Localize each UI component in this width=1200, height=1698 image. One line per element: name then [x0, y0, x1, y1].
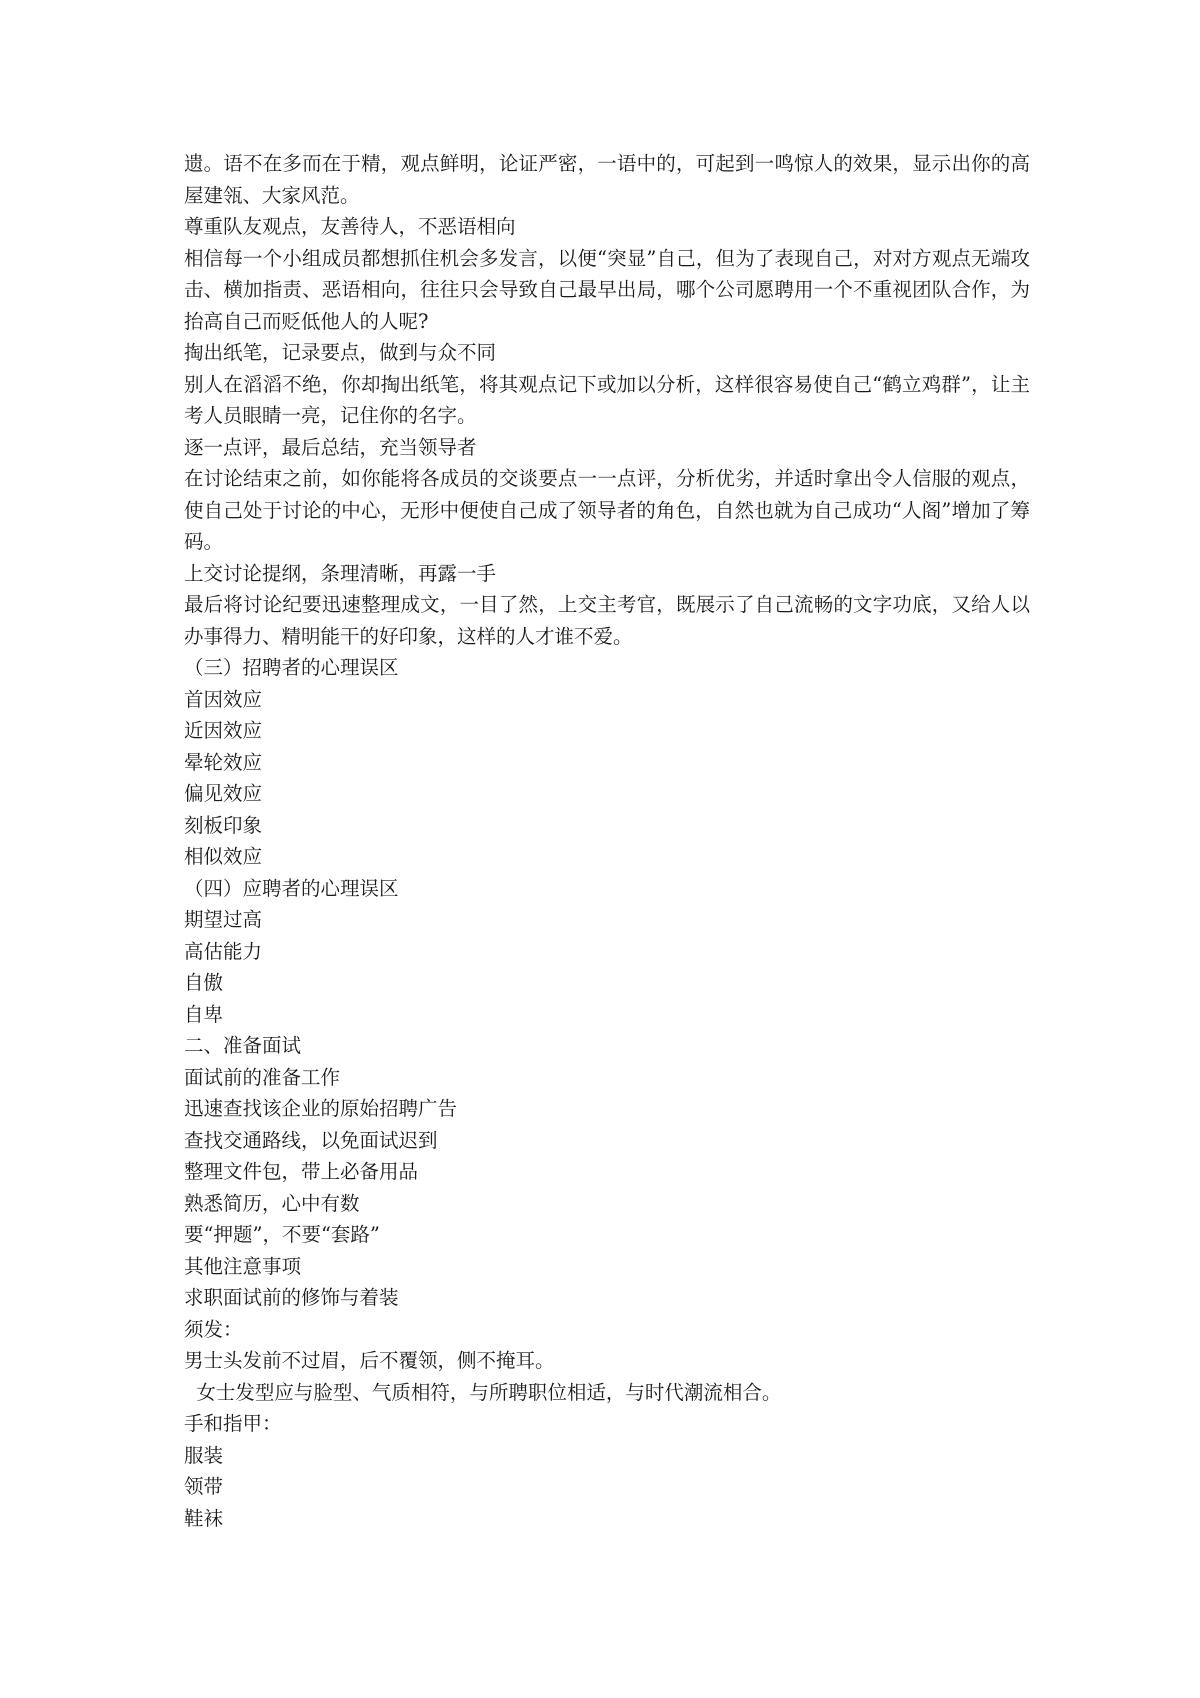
list-item: 服装: [184, 1443, 224, 1467]
list-item: 要“押题”，不要“套路”: [184, 1223, 380, 1246]
list-item: 首因效应: [184, 687, 263, 711]
list-item: 高估能力: [184, 939, 263, 963]
paragraph: 最后将讨论纪要迅速整理成文，一目了然，上交主考官，既展示了自己流畅的文字功底，又给人以办事得力、精明能干的好印象，这样的人才谁不爱。: [184, 593, 1030, 648]
list-item: 迅速查找该企业的原始招聘广告: [184, 1097, 458, 1120]
list-item: 须发：: [184, 1317, 243, 1341]
list-item: 晕轮效应: [184, 750, 263, 774]
list-item: 近因效应: [184, 719, 263, 742]
list-item: 女士发型应与脸型、气质相符，与所聘职位相适，与时代潮流相合。: [184, 1380, 782, 1404]
heading-line: 尊重队友观点，友善待人，不恶语相向: [184, 215, 516, 238]
heading-line: 逐一点评，最后总结，充当领导者: [184, 435, 477, 459]
paragraph: 在讨论结束之前，如你能将各成员的交谈要点一一点评，分析优劣，并适时拿出令人信服的观点，使自己处于讨论的中心，无形中便使自己成了领导者的角色，自然也就为自己成功“人阁”增加了筹码。: [184, 467, 1030, 553]
list-item: 求职面试前的修饰与着装: [184, 1286, 399, 1309]
list-item: 整理文件包，带上必备用品: [184, 1160, 419, 1183]
list-item: 刻板印象: [184, 813, 263, 837]
list-item: 鞋袜: [184, 1506, 224, 1530]
document-body: [184, 148, 1030, 1534]
list-item: 期望过高: [184, 908, 263, 931]
list-item: 偏见效应: [184, 782, 263, 805]
list-item: 面试前的准备工作: [184, 1065, 341, 1089]
heading-line: 上交讨论提纲，条理清晰，再露一手: [184, 561, 497, 585]
section-heading: 二、准备面试: [184, 1034, 302, 1057]
list-item: 自卑: [184, 1002, 224, 1026]
section-heading: （四）应聘者的心理误区: [184, 876, 399, 900]
paragraph: 别人在滔滔不绝，你却掏出纸笔，将其观点记下或加以分析，这样很容易使自己“鹤立鸡群”，让主考人员眼睛一亮，记住你的名字。: [184, 372, 1030, 427]
list-item: 自傲: [184, 971, 224, 994]
list-item: 熟悉简历，心中有数: [184, 1191, 360, 1215]
list-item: 其他注意事项: [184, 1254, 302, 1278]
list-item: 查找交通路线，以免面试迟到: [184, 1128, 438, 1152]
list-item: 男士头发前不过眉，后不覆领，侧不掩耳。: [184, 1349, 555, 1372]
list-item: 手和指甲：: [184, 1412, 282, 1435]
paragraph: 遗。语不在多而在于精，观点鲜明，论证严密，一语中的，可起到一鸣惊人的效果，显示出你的高屋建瓴、大家风范。: [184, 152, 1030, 207]
section-heading: （三）招聘者的心理误区: [184, 656, 399, 679]
paragraph: 相信每一个小组成员都想抓住机会多发言，以便“突显”自己，但为了表现自己，对对方观点无端攻击、横加指责、恶语相向，往往只会导致自己最早出局，哪个公司愿聘用一个不重视团队合作，为抬高自己而贬低他人的人呢?: [184, 246, 1030, 333]
heading-line: 掏出纸笔，记录要点，做到与众不同: [184, 341, 497, 364]
list-item: 领带: [184, 1475, 224, 1498]
list-item: 相似效应: [184, 845, 263, 868]
